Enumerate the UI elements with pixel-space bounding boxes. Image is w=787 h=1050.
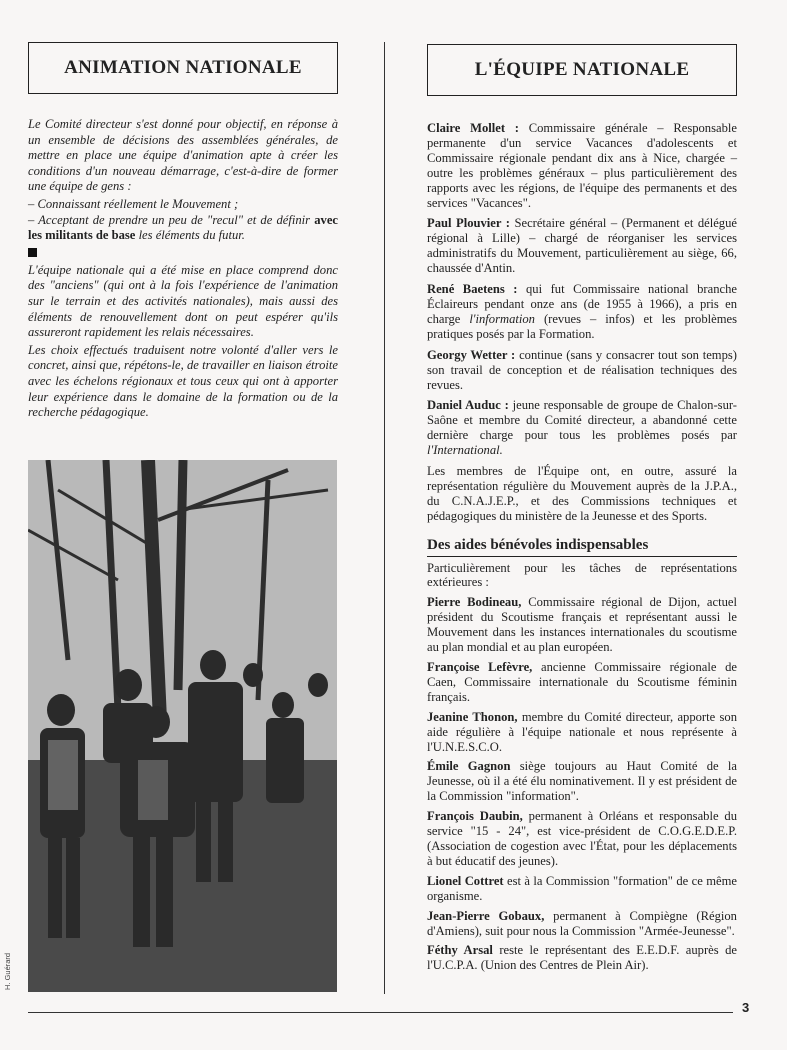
square-bullet-icon (28, 248, 37, 257)
member-entry: René Baetens : qui fut Commissaire national branche Éclaireurs pendant onze ans (de 1955 à 1966), a pris en charge l'information (revues – infos) et les problèmes pratiques posés par la Formation. (427, 282, 738, 341)
bold-phrase: avec les militants de base (28, 212, 338, 243)
left-intro-text (28, 117, 338, 423)
member-entry: Georgy Wetter : continue (sans y consacrer tout son temps) son travail de conception et de réalisation techniques des revues. (427, 347, 737, 392)
aide-entry: Féthy Arsal reste le représentant des E.E.D.F. auprès de l'U.C.P.A. (Union des Centres de Plein Air). (427, 943, 737, 973)
aide-entry: Jean-Pierre Gobaux, permanent à Compiègne (Région d'Amiens), suit pour nous la Commission "Armée-Jeunesse". (427, 908, 737, 938)
left-paragraph-2: L'équipe nationale qui a été mise en place comprend donc des "anciens" (qui ont à la fois l'expérience de l'animation sur le terrain et des activités nationales), mais aussi des éléments de renouvellement dont on peut espérer qu'ils assureront rapidement les relais nécessaires. (28, 262, 338, 340)
photo-credit: H. Guérard (3, 952, 12, 990)
team-members-text (427, 121, 737, 978)
aides-heading: Des aides bénévoles indispensables (427, 538, 737, 557)
aide-entry: Jeanine Thonon, membre du Comité directeur, apporte son aide régulière à l'équipe nationale et nous représente à l'U.N.E.S.C.O. (427, 709, 738, 754)
aide-entry: Pierre Bodineau, Commissaire régional de Dijon, actuel président du Scoutisme français et représentant aussi le Mouvement dans les instances internationales du scoutisme au plan mondial et au plan européen. (427, 595, 737, 655)
aide-entry: Émile Gagnon siège toujours au Haut Comité de la Jeunesse, où il a été élu nominativement. Il y est président de la Commission "information". (427, 759, 737, 804)
photo-illustration (28, 460, 337, 992)
column-divider (384, 42, 385, 994)
aide-entry: Françoise Lefèvre, ancienne Commissaire régionale de Caen, Commissaire internationale du Scoutisme féminin français. (427, 660, 737, 704)
member-name: Paul Plouvier : (427, 216, 510, 231)
closing-paragraph: Les membres de l'Équipe ont, en outre, assuré la représentation régulière du Mouvement auprès de la J.P.A., du C.N.A.J.E.P., et des Commissions techniques et pédagogiques du ministère de la Jeunesse et des Sports. (427, 464, 737, 523)
aide-entry: François Daubin, permanent à Orléans et responsable du service "15 - 24", est vice-président de C.O.G.E.D.E.P. (Association de cogestion avec l'État, pour les déplacements à but éducatif des jeunes). (427, 809, 738, 868)
member-entry: Daniel Auduc : jeune responsable de groupe de Chalon-sur-Saône et membre du Comité directeur, a abandonné cette dernière charge pour tous les problèmes posés par l'International. (427, 398, 737, 458)
member-name: Daniel Auduc : (427, 398, 509, 413)
member-name: Claire Mollet : (427, 121, 519, 135)
left-paragraph-3: Les choix effectués traduisent notre volonté d'aller vers le concret, ainsi que, répétons-le, de travailler en liaison étroite avec les échelons régionaux et tous ceux qui ont à apporter leur expérience dans le domaine de la formation ou de la recherche pédagogique. (28, 342, 338, 420)
scouts-forest-photo (28, 460, 337, 992)
member-entry: Paul Plouvier : Secrétaire général – (Permanent et délégué régional à Lille) – chargé de réorganiser les services administratifs du Mouvement, particulièrement au siège, 66, chaussée d'Antin. (427, 216, 737, 276)
aides-intro: Particulièrement pour les tâches de représentations extérieures : (427, 560, 737, 590)
left-list-item-1: – Connaissant réellement le Mouvement ; (28, 196, 239, 211)
left-title-box (28, 42, 338, 94)
right-title: L'ÉQUIPE NATIONALE (474, 59, 690, 80)
member-name: Georgy Wetter : (427, 347, 516, 362)
member-entry: Claire Mollet : Commissaire générale – Responsable permanente d'un service Vacances d'adolescents et Commissaire régionale pendant dix ans à Nice, chargée – outre les problèmes généraux – plus particulièrement des rapports avec les régions, de l'équipe des permanents et des services "Vacances". (427, 121, 737, 210)
left-title: ANIMATION NATIONALE (64, 57, 302, 78)
aide-entry: Lionel Cottret est à la Commission "formation" de ce même organisme. (427, 873, 737, 903)
left-list-item-2: – Acceptant de prendre un peu de "recul" et de définir avec les militants de base les éléments du futur. (28, 212, 338, 243)
aides-list (427, 561, 737, 974)
bottom-rule (28, 1012, 733, 1013)
left-paragraph-1: Le Comité directeur s'est donné pour objectif, en réponse à un ensemble de décisions des assemblées générales, de mettre en place une équipe d'animation apte à créer les conditions d'un nouveau démarrage, c'est-à-dire de former une équipe de gens : (28, 117, 338, 194)
page-number: 3 (742, 1000, 750, 1015)
right-title-box (427, 44, 737, 96)
member-name: René Baetens : (427, 282, 518, 297)
